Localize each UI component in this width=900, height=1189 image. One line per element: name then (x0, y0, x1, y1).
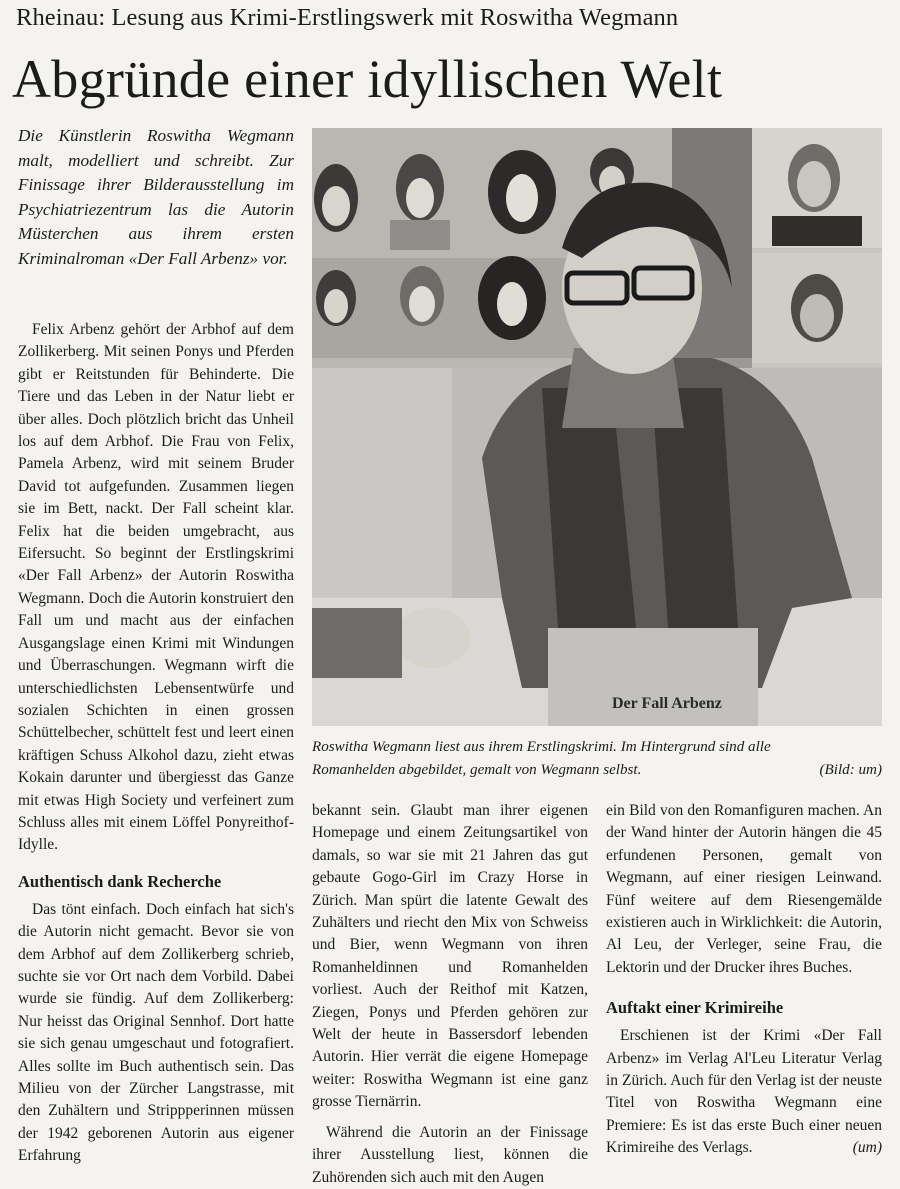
body-paragraph: Felix Arbenz gehört der Arbhof auf dem Zollikerberg. Mit seinen Ponys und Pferden gibt er Reitstunden für Behinderte. Die Tiere und das Leben in der Natur liebt er über alles. Doch plötzlich bricht das Unheil los auf dem Arbhof. Die Frau von Felix, Pamela Arbenz, wird mit seinem Bruder David tot aufgefunden. Zusammen liegen sie im Bett, nackt. Der Fall scheint klar. Felix hat die beiden umgebracht, aus Eifersucht. So beginnt der Erstlingskrimi «Der Fall Arbenz» der Autorin Roswitha Wegmann. Doch die Autorin konstruiert den Fall um und macht aus der einfachen Ausgangslage einen Krimi mit Windungen und Überraschungen. Wegmann wirft die unterschiedlichsten Lebensentwürfe und sozialen Schichten in einen grossen Schüttelbecher, schüttelt fest und leert einen kräftigen Schuss Alkohol dazu, zieht etwas Kokain darunter und übergiesst das Ganze mit etwas High Society und verfeinert zum Schluss alles mit einem Löffel Ponyreithof-Idylle. (18, 321, 294, 854)
caption-line-2: Romanhelden abgebildet, gemalt von Wegmann selbst. (312, 761, 642, 778)
body-text: Erschienen ist der Krimi «Der Fall Arbenz» im Verlag Al'Leu Literatur Verlag in Zürich. Auch für den Verlag ist der neuste Titel von Roswitha Wegmann eine Premiere: Es ist das erste Buch einer neuen Krimireihe des Verlags. (606, 1027, 882, 1157)
subheading-authentisch: Authentisch dank Recherche (18, 871, 222, 891)
article-lead: Die Künstlerin Roswitha Wegmann malt, modelliert und schreibt. Zur Finissage ihrer Bilderausstellung im Psychiatriezentrum las die Autorin Müsterchen aus ihrem ersten Kriminalroman «Der Fall Arbenz» vor. (18, 126, 294, 268)
photo-credit: (Bild: um) (819, 761, 882, 778)
article-headline: Abgründe einer idyllischen Welt (12, 49, 723, 109)
body-column-1 (18, 319, 294, 1168)
article-kicker: Rheinau: Lesung aus Krimi-Erstlingswerk mit Roswitha Wegmann (16, 4, 679, 31)
subheading-auftakt: Auftakt einer Krimireihe (606, 998, 784, 1018)
body-paragraph: bekannt sein. Glaubt man ihrer eigenen Homepage und einem Zeitungsartikel von damals, so war sie mit 21 Jahren das gut gebaute Gogo-Girl im Crazy Horse in Zürich. Man spürt die latente Gewalt des Zuhälters und riecht den Mix von Schweiss und Bier, wenn Wegmann von ihren Romanheldinnen und Romanhelden vorliest. Auch der Reithof mit Katzen, Ziegen, Ponys und Pferden gehören zur Welt der heute in Bassersdorf lebenden Autorin. Hier verrät die eigene Homepage weiter: Roswitha Wegmann ist eine ganz grosse Tiernärrin. (312, 802, 588, 1111)
photo-illustration (312, 128, 882, 726)
author-signature: (um) (852, 1139, 882, 1157)
article-photo (312, 128, 882, 726)
body-paragraph: Das tönt einfach. Doch einfach hat sich's die Autorin nicht gemacht. Bevor sie von dem Arbhof auf dem Zollikerberg schrieb, suchte sie vor Ort nach dem Vorbild. Dabei wurde sie fündig. Auf dem Zollikerberg: Nur heisst das Original Sennhof. Dort hatte sie sich genau umgeschaut und fotografiert. Alles sollte im Buch authentisch sein. Das Milieu von der Zürcher Langstrasse, mit den Zuhältern und Strippperinnen müssen der 1942 geborenen Autorin aus eigener Erfahrung (18, 900, 294, 1165)
caption-line-1: Roswitha Wegmann liest aus ihrem Erstlingskrimi. Im Hintergrund sind alle (312, 739, 771, 755)
body-paragraph (606, 1025, 882, 1159)
photo-caption (312, 736, 882, 781)
body-paragraph: Während die Autorin an der Finissage ihrer Ausstellung liest, können die Zuhörenden sich auch mit den Augen (312, 1123, 588, 1186)
book-title-card: Der Fall Arbenz (612, 695, 722, 712)
body-column-3 (606, 800, 882, 1160)
body-column-2 (312, 800, 588, 1189)
body-paragraph: ein Bild von den Romanfiguren machen. An der Wand hinter der Autorin hängen die 45 erfundenen Personen, gemalt von Wegmann, auf einer riesigen Leinwand. Fünf weitere auf dem Riesengemälde existieren auch in Wirklichkeit: die Autorin, Al Leu, der Verleger, seine Frau, die Lektorin und der Drucker ihres Buches. (606, 802, 882, 976)
